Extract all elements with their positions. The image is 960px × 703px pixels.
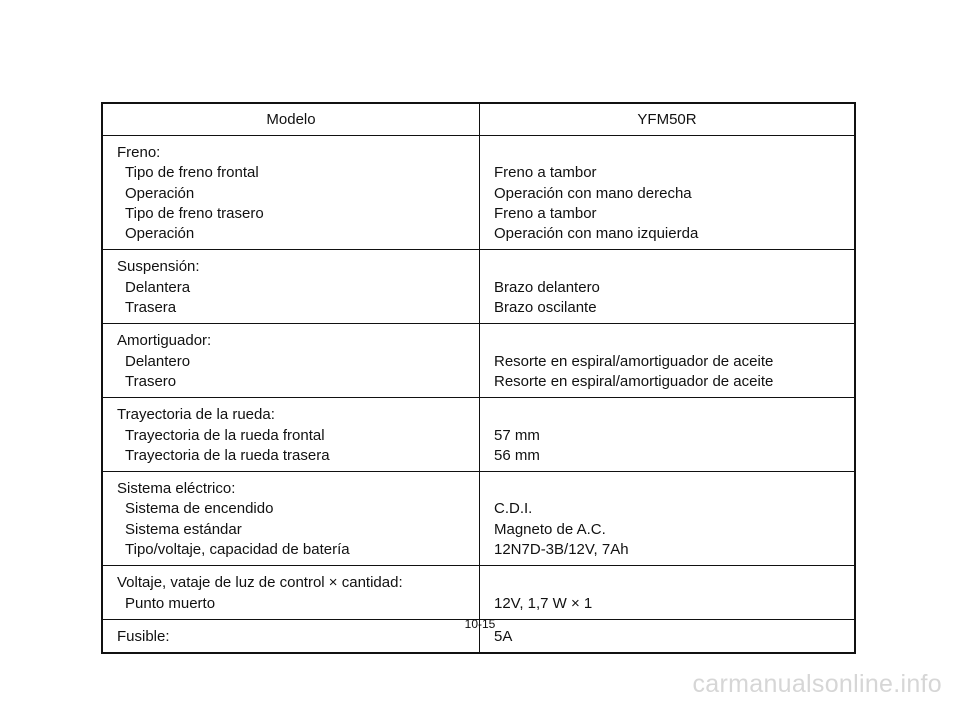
section-title: Fusible: [117,627,170,645]
section-title: Amortiguador: [117,332,212,350]
row-value: 12V, 1,7 W × 1 [494,594,593,612]
table-header-row [102,103,855,136]
row-value: Freno a tambor [494,204,597,222]
label-cell [102,398,480,472]
table-row [102,398,855,472]
label-cell [102,136,480,250]
section-title: Trayectoria de la rueda: [117,406,275,424]
table-row [102,250,855,324]
row-label: Trasero [125,372,177,390]
row-value: Resorte en espiral/amortiguador de aceite [494,372,774,390]
value-cell [480,324,856,398]
row-label: Tipo de freno frontal [125,164,259,182]
header-model-label: Modelo [102,103,480,136]
row-label: Punto muerto [125,594,216,612]
spec-table [101,102,856,654]
row-value: Brazo oscilante [494,299,597,317]
table-row [102,136,855,250]
value-cell [480,566,856,620]
label-cell [102,566,480,620]
table-row [102,566,855,620]
row-label: Sistema de encendido [125,500,274,518]
row-value: 56 mm [494,446,540,464]
value-cell [480,250,856,324]
row-label: Trasera [125,299,177,317]
value-cell [480,136,856,250]
row-value: Operación con mano izquierda [494,225,699,243]
label-cell [102,324,480,398]
label-cell [102,250,480,324]
watermark: carmanualsonline.info [692,670,942,698]
section-title: Suspensión: [117,258,200,276]
table-row [102,472,855,566]
table-row [102,324,855,398]
section-title: Freno: [117,144,161,161]
row-value: 57 mm [494,426,540,444]
row-label: Trayectoria de la rueda frontal [125,426,325,444]
row-label: Delantera [125,278,191,296]
row-label: Delantero [125,352,191,370]
row-value: Brazo delantero [494,278,600,296]
row-label: Tipo de freno trasero [125,204,264,222]
row-value: C.D.I. [494,500,533,518]
page-number: 10-15 [464,617,496,631]
row-value: Magneto de A.C. [494,520,606,538]
label-cell [102,472,480,566]
header-model-value: YFM50R [480,103,856,136]
row-label: Operación [125,225,195,243]
section-title: Sistema eléctrico: [117,480,236,498]
row-value: Resorte en espiral/amortiguador de aceite [494,352,774,370]
row-label: Operación [125,184,195,202]
row-value: 12N7D-3B/12V, 7Ah [494,541,629,559]
row-value: 5A [494,627,513,645]
row-label: Tipo/voltaje, capacidad de batería [125,541,350,559]
row-value: Freno a tambor [494,164,597,182]
row-label: Sistema estándar [125,520,242,538]
section-title: Voltaje, vataje de luz de control × cantidad: [117,574,403,592]
value-cell [480,398,856,472]
row-value: Operación con mano derecha [494,184,692,202]
value-cell [480,472,856,566]
row-label: Trayectoria de la rueda trasera [125,446,330,464]
